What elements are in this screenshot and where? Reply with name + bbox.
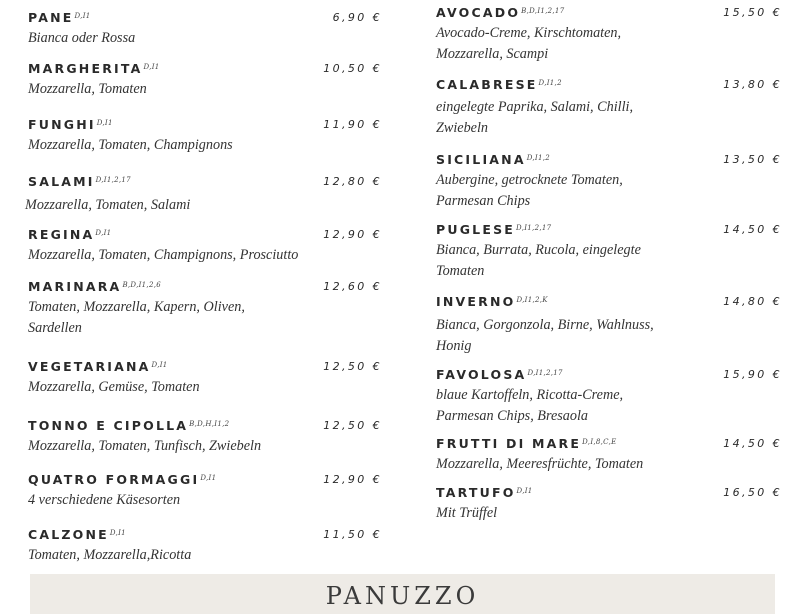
menu-item <box>436 484 782 524</box>
item-allergens: D,I1 <box>151 361 168 369</box>
section-title: PANUZZO <box>325 582 480 610</box>
item-description: Aubergine, getrocknete Tomaten, Parmesan Chips <box>436 172 623 209</box>
item-name: FAVOLOSA <box>436 367 527 382</box>
item-price: 6,90 € <box>332 11 382 24</box>
menu-item <box>28 358 382 398</box>
item-name: MARINARA <box>28 279 122 294</box>
item-name: AVOCADO <box>436 5 521 20</box>
menu-item <box>28 526 382 566</box>
item-price: 14,50 € <box>723 437 782 450</box>
item-price: 12,90 € <box>323 228 382 241</box>
item-description: blaue Kartoffeln, Ricotta-Creme, Parmesan Chips, Bresaola <box>436 387 624 424</box>
menu-item <box>436 366 782 427</box>
item-price: 13,80 € <box>723 78 782 91</box>
item-description: Tomaten, Mozzarella, Kapern, Oliven, Sardellen <box>28 299 245 336</box>
item-name: SALAMI <box>28 174 95 189</box>
item-name: TARTUFO <box>436 485 516 500</box>
item-allergens: D,I1 <box>74 12 91 20</box>
section-header-bar <box>30 574 775 614</box>
menu-item <box>28 60 382 100</box>
item-description: Tomaten, Mozzarella,Ricotta <box>28 547 192 563</box>
item-price: 12,50 € <box>323 419 382 432</box>
item-description: Mozzarella, Tomaten, Tunfisch, Zwiebeln <box>28 438 262 454</box>
menu-item <box>436 435 782 475</box>
item-description: Mozzarella, Meeresfrüchte, Tomaten <box>436 456 644 472</box>
item-description: Mozzarella, Tomaten, Salami <box>25 197 191 213</box>
item-allergens: D,I1 <box>96 119 113 127</box>
item-name: VEGETARIANA <box>28 359 151 374</box>
item-description: Bianca, Gorgonzola, Birne, Wahlnuss, Honig <box>436 317 654 354</box>
item-description: Mozzarella, Gemüse, Tomaten <box>28 379 200 395</box>
item-description: Avocado-Creme, Kirschtomaten, Mozzarella, Scampi <box>436 25 622 62</box>
menu-item <box>28 278 382 339</box>
menu-item <box>28 116 382 156</box>
item-price: 15,50 € <box>723 6 782 19</box>
menu-item <box>436 221 782 282</box>
menu-item <box>28 417 382 457</box>
menu-item <box>436 76 782 139</box>
item-description: Mozzarella, Tomaten, Champignons, Prosciutto <box>28 247 299 263</box>
item-allergens: D,I1 <box>516 487 533 495</box>
item-price: 12,80 € <box>323 175 382 188</box>
item-allergens: B,D,H,I1,2 <box>189 420 230 428</box>
item-price: 11,50 € <box>323 528 382 541</box>
item-name: FRUTTI DI MARE <box>436 436 582 451</box>
item-price: 11,90 € <box>323 118 382 131</box>
menu-item <box>28 471 382 511</box>
item-price: 14,80 € <box>723 295 782 308</box>
item-allergens: D,I1,2,K <box>516 296 548 304</box>
item-name: PANE <box>28 10 74 25</box>
menu-item <box>436 4 782 65</box>
item-description: Mozzarella, Tomaten <box>28 81 147 97</box>
item-name: MARGHERITA <box>28 61 143 76</box>
item-allergens: D,I,8,C,E <box>582 438 617 446</box>
menu-item <box>436 151 782 212</box>
item-allergens: D,I1 <box>143 63 160 71</box>
item-description: Bianca oder Rossa <box>28 30 136 46</box>
menu-item <box>25 173 382 216</box>
item-price: 12,90 € <box>323 473 382 486</box>
item-allergens: D,I1 <box>95 229 112 237</box>
item-price: 12,50 € <box>323 360 382 373</box>
item-name: TONNO E CIPOLLA <box>28 418 189 433</box>
item-price: 13,50 € <box>723 153 782 166</box>
item-price: 12,60 € <box>323 280 382 293</box>
item-allergens: D,I1,2 <box>538 79 562 87</box>
item-description: Mit Trüffel <box>436 505 498 521</box>
item-name: QUATRO FORMAGGI <box>28 472 200 487</box>
menu-item <box>436 293 782 357</box>
item-name: SICILIANA <box>436 152 526 167</box>
item-allergens: D,I1 <box>200 474 217 482</box>
item-allergens: D,I1,2 <box>526 154 551 162</box>
item-name: INVERNO <box>436 294 516 309</box>
item-allergens: B,D,I1,2,17 <box>521 7 565 15</box>
item-name: CALZONE <box>28 527 109 542</box>
item-name: FUNGHI <box>28 117 96 132</box>
item-allergens: D,I1,2,17 <box>516 224 552 232</box>
item-description: 4 verschiedene Käsesorten <box>28 492 181 508</box>
item-allergens: B,D,I1,2,6 <box>122 281 161 289</box>
item-name: REGINA <box>28 227 95 242</box>
item-price: 14,50 € <box>723 223 782 236</box>
menu-item <box>28 9 382 49</box>
item-price: 10,50 € <box>323 62 382 75</box>
menu-item <box>28 226 382 266</box>
item-price: 16,50 € <box>723 486 782 499</box>
item-allergens: D,I1,2,17 <box>527 369 563 377</box>
item-allergens: D,I1 <box>109 529 126 537</box>
item-description: Bianca, Burrata, Rucola, eingelegte Tomaten <box>436 242 641 279</box>
item-description: eingelegte Paprika, Salami, Chilli, Zwiebeln <box>436 99 634 136</box>
item-allergens: D,I1,2,17 <box>95 176 131 184</box>
item-price: 15,90 € <box>723 368 782 381</box>
item-description: Mozzarella, Tomaten, Champignons <box>28 137 233 153</box>
item-name: CALABRESE <box>436 77 538 92</box>
item-name: PUGLESE <box>436 222 516 237</box>
